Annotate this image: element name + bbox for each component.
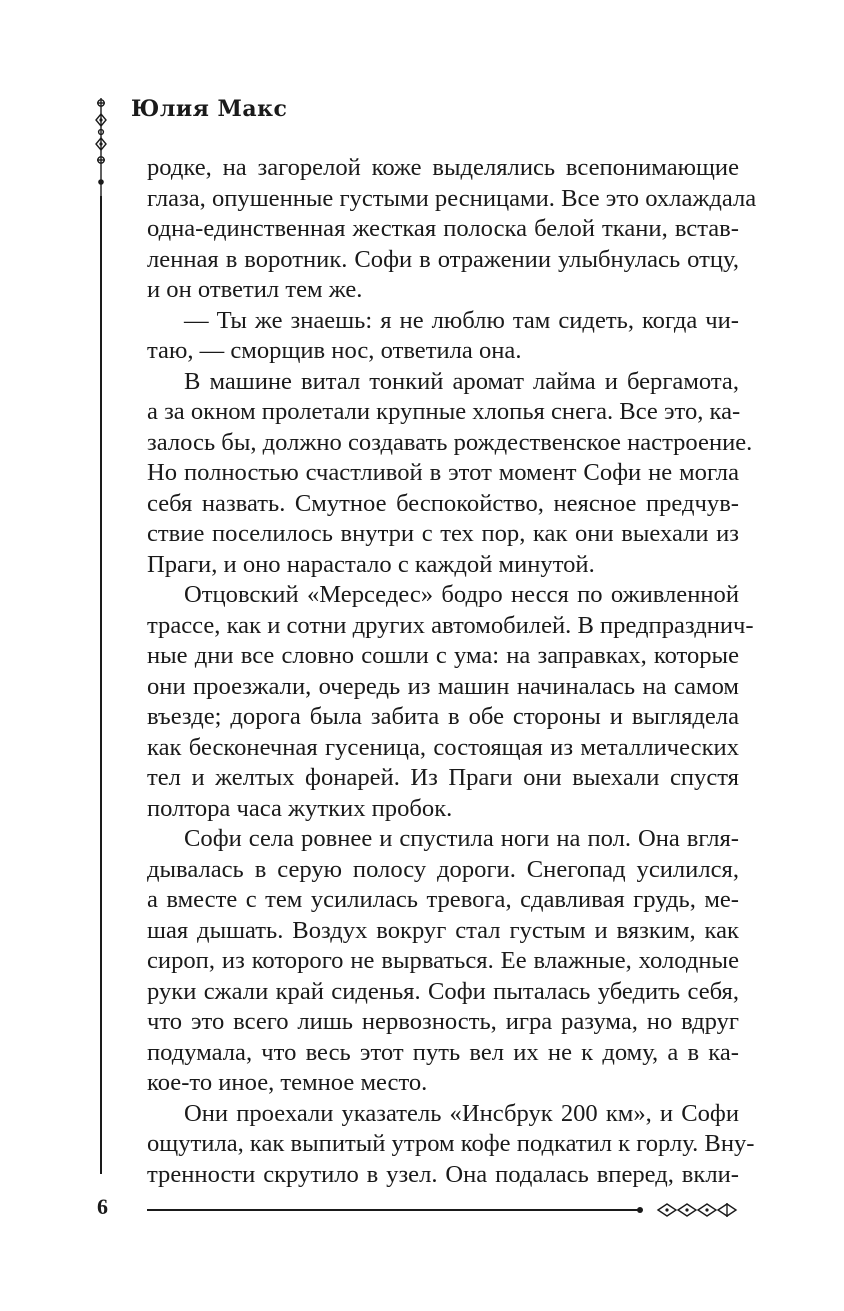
page-number: 6	[97, 1194, 108, 1219]
text-line: а за окном пролетали крупные хлопья снега. Все это, ка-	[147, 398, 741, 425]
text-line: В машине витал тонкий аромат лайма и бергамота,	[184, 367, 739, 395]
text-line: глаза, опушенные густыми ресницами. Все это охлаждала	[147, 184, 757, 212]
text-line: они проезжали, очередь из машин начиналась на самом	[147, 672, 739, 700]
text-line: как бесконечная гусеница, состоящая из металлических	[147, 733, 739, 761]
text-line: что это всего лишь нервозность, игра разума, но вдруг	[147, 1008, 739, 1035]
footer-ornament-icon	[636, 1200, 742, 1220]
text-line: а вместе с тем усилилась тревога, сдавливая грудь, ме-	[147, 886, 739, 913]
text-line: дывалась в серую полосу дороги. Снегопад усилился,	[147, 855, 739, 883]
text-line: ленная в воротник. Софи в отражении улыбнулась отцу,	[147, 245, 739, 273]
text-line: Софи села ровнее и спустила ноги на пол. Она вгля-	[184, 825, 739, 852]
text-line: въезде; дорога была забита в обе стороны и выглядела	[147, 703, 739, 730]
text-line: себя назвать. Смутное беспокойство, неясное предчув-	[147, 489, 739, 517]
vertical-ornament-icon	[94, 96, 108, 196]
text-line: Но полностью счастливой в этот момент Софи не могла	[147, 459, 739, 486]
running-title: Юлия Макс	[131, 96, 288, 122]
text-line: кое-то иное, темное место.	[147, 1069, 428, 1096]
text-line: тренности скрутило в узел. Она подалась вперед, вкли-	[147, 1160, 739, 1188]
margin-rule	[100, 196, 102, 1174]
text-line: сироп, из которого не вырваться. Ее влажные, холодные	[147, 947, 739, 974]
text-line: залось бы, должно создавать рождественское настроение.	[147, 428, 753, 456]
text-line: ные дни все словно сошли с ума: на заправках, которые	[147, 642, 739, 669]
text-line: и он ответил тем же.	[147, 276, 363, 303]
text-line: Праги, и оно нарастало с каждой минутой.	[147, 550, 595, 578]
text-line: Отцовский «Мерседес» бодро несся по оживленной	[184, 581, 739, 608]
text-line: подумала, что весь этот путь вел их не к дому, а в ка-	[147, 1038, 739, 1066]
text-line: одна-единственная жесткая полоска белой ткани, встав-	[147, 215, 739, 242]
text-line: шая дышать. Воздух вокруг стал густым и вязким, как	[147, 916, 739, 944]
footer-rule	[147, 1209, 639, 1211]
text-line: родке, на загорелой коже выделялись всепонимающие	[147, 154, 739, 181]
text-line: ствие поселилось внутри с тех пор, как они выехали из	[147, 520, 739, 547]
text-line: таю, — сморщив нос, ответила она.	[147, 337, 522, 364]
text-line: ощутила, как выпитый утром кофе подкатил к горлу. Вну-	[147, 1130, 755, 1157]
text-line: — Ты же знаешь: я не люблю там сидеть, когда чи-	[184, 306, 739, 334]
text-line: трассе, как и сотни других автомобилей. В предпразднич-	[147, 611, 754, 639]
body-text	[147, 153, 757, 1190]
text-line: руки сжали край сиденья. Софи пыталась убедить себя,	[147, 977, 739, 1005]
text-line: тел и желтых фонарей. Из Праги они выехали спустя	[147, 764, 739, 791]
text-line: Они проехали указатель «Инсбрук 200 км», и Софи	[184, 1099, 739, 1127]
text-line: полтора часа жутких пробок.	[147, 794, 453, 822]
